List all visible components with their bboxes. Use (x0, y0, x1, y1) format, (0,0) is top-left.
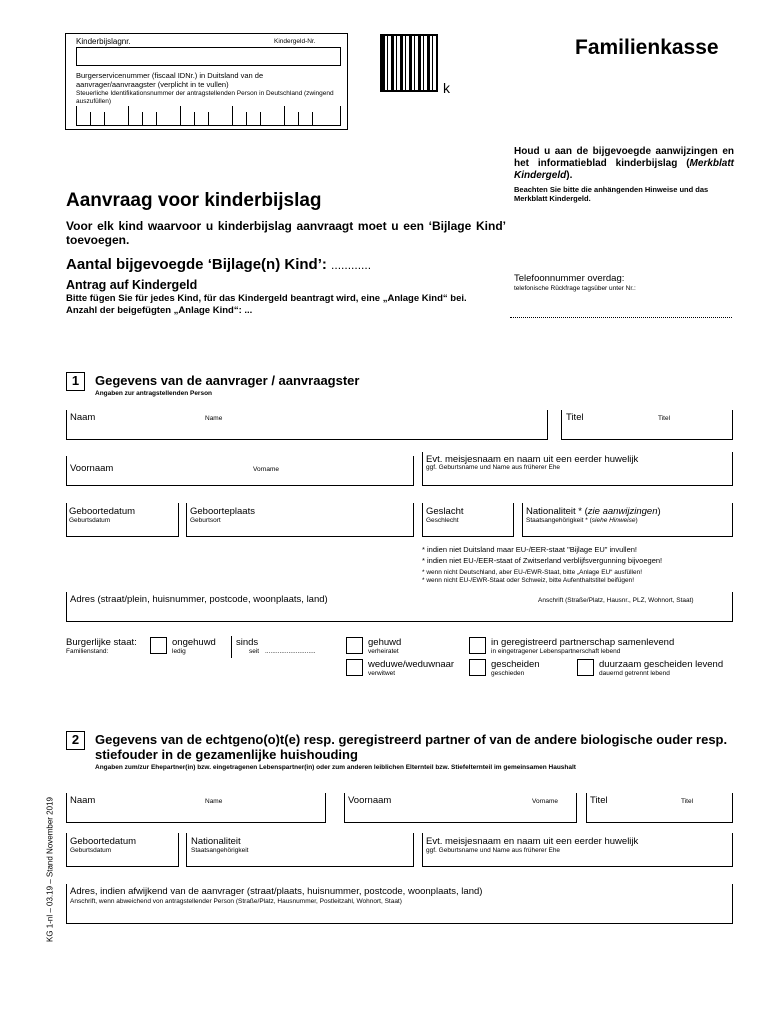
bsn-field[interactable] (76, 106, 341, 126)
footnote-2: * indien niet EU-/EER-staat of Zwitserland verblijfsvergunning bijvoegen! (422, 556, 663, 565)
partner-naam-field[interactable] (66, 793, 326, 823)
verheiratet-label: verheiratet (368, 648, 399, 655)
titel-field[interactable] (561, 410, 733, 440)
seit-label: seit (249, 648, 260, 655)
k-mark: k (443, 80, 450, 96)
naam-field[interactable] (66, 410, 548, 440)
section2-subtitle: Angaben zum/zur Ehepartner(in) bzw. eingetragenen Lebenspartner(in) oder zum anderen leiblichen Elternteil bzw. Stiefelternteil im gemeinsamen Haushalt (95, 764, 576, 771)
kindergeld-nr-label: Kindergeld-Nr. (274, 38, 316, 45)
partner-naam-label: Naam (70, 795, 96, 806)
form-code-side-text: KG 1-nl – 03.19 – Stand November 2019 (45, 797, 55, 942)
geburtsdatum-de-label: Geburtsdatum (69, 517, 111, 524)
burgerlijke-staat-label: Burgerlijke staat: (66, 637, 137, 648)
footnote-1: * indien niet Duitsland maar EU-/EER-staat "Bijlage EU" invullen! (422, 545, 638, 554)
de-count: Anzahl der beigefügten „Anlage Kind“: ... (66, 305, 253, 316)
sinds-date-field[interactable]: ............................ (265, 648, 316, 655)
sinds-label: sinds (236, 637, 259, 648)
count-field[interactable]: ............ (331, 258, 372, 272)
geburtsort-de-label: Geburtsort (190, 517, 221, 524)
name-de-label: Name (205, 415, 223, 422)
partner-titel-de-label: Titel (681, 798, 694, 805)
geslacht-label: Geslacht (426, 506, 464, 517)
gehuwd-label: gehuwd (368, 637, 402, 648)
gescheiden-label: gescheiden (491, 659, 540, 670)
voornaam-field[interactable] (66, 456, 414, 486)
partner-adres-label: Adres, indien afwijkend van de aanvrager (straat/plaats, huisnummer, postcode, woonplaats, land) (70, 886, 483, 897)
adres-de-label: Anschrift (Straße/Platz, Hausnr., PLZ, Wohnort, Staat) (538, 597, 694, 604)
partner-geboortedatum-label: Geboortedatum (70, 836, 137, 847)
section1-subtitle: Angaben zur antragstellenden Person (95, 390, 213, 397)
gescheiden-checkbox[interactable] (469, 659, 486, 676)
partner-titel-label: Titel (590, 795, 608, 806)
footnote-4: * wenn nicht EU-/EWR-Staat oder Schweiz, bitte Aufenthaltstitel beifügen! (422, 577, 635, 584)
familienstand-label: Familienstand: (66, 648, 109, 655)
vorname-de-label: Vorname (253, 466, 280, 473)
partnerschap-label: in geregistreerd partnerschap samenlevend (491, 637, 675, 648)
gehuwd-checkbox[interactable] (346, 637, 363, 654)
agency-title: Familienkasse (575, 36, 719, 59)
partner-staatsang-de-label: Staatsangehörigkeit (191, 847, 249, 854)
kinderbijslagnr-field[interactable] (76, 47, 341, 66)
phone-sublabel: telefonische Rückfrage tagsüber unter Nr.: (514, 285, 636, 292)
partner-meisjesnaam-label: Evt. meisjesnaam en naam uit een eerder huwelijk (426, 836, 639, 847)
section1-number: 1 (66, 372, 85, 391)
partner-adres-de-label: Anschrift, wenn abweichend von antragstellender Person (Straße/Platz, Hausnummer, Postleitzahl, Wohnort, Staat) (70, 898, 402, 905)
staatsang-de-label: Staatsangehörigkeit * (siehe Hinweise) (526, 517, 638, 524)
titel-label: Titel (566, 412, 584, 423)
partner-voornaam-label: Voornaam (348, 795, 392, 806)
ongehuwd-label: ongehuwd (172, 637, 216, 648)
section2-title: Gegevens van de echtgeno(o)t(e) resp. geregistreerd partner of van de andere biologische ouder resp. stiefouder in de gezamenlijke huishouding (95, 732, 728, 762)
partner-meisjesnaam-de-label: ggf. Geburtsname und Name aus früherer Ehe (426, 847, 561, 854)
section2-number: 2 (66, 731, 85, 750)
bsn-label: Burgerservicenummer (fiscaal IDNr.) in Duitsland van de aanvrager/aanvraagster (verplicht in te vullen) (76, 71, 264, 89)
divider (231, 636, 232, 658)
adres-label: Adres (straat/plein, huisnummer, postcode, woonplaats, land) (70, 594, 328, 605)
de-intro: Bitte fügen Sie für jedes Kind, für das Kindergeld beantragt wird, eine „Anlage Kind“ bei. (66, 293, 467, 304)
intro-text: Voor elk kind waarvoor u kinderbijslag aanvraagt moet u een ‘Bijlage Kind’ toevoegen. (66, 219, 506, 247)
partner-titel-field[interactable] (586, 793, 733, 823)
geschlecht-de-label: Geschlecht (426, 517, 459, 524)
footnote-3: * wenn nicht Deutschland, aber EU-/EWR-Staat, bitte „Anlage EU“ ausfüllen! (422, 569, 643, 576)
geboorteplaats-label: Geboorteplaats (190, 506, 255, 517)
count-label: Aantal bijgevoegde ‘Bijlage(n) Kind’: ............ (66, 256, 372, 273)
geschieden-label: geschieden (491, 670, 525, 677)
partnerschap-de-label: in eingetragener Lebenspartnerschaft lebend (491, 648, 621, 655)
section1-title: Gegevens van de aanvrager / aanvraagster (95, 373, 360, 388)
verwitwet-label: verwitwet (368, 670, 396, 677)
de-title: Antrag auf Kindergeld (66, 278, 198, 292)
meisjesnaam-label: Evt. meisjesnaam en naam uit een eerder huwelijk (426, 454, 639, 465)
phone-field[interactable] (510, 317, 732, 318)
page-title: Aanvraag voor kinderbijslag (66, 190, 322, 211)
naam-label: Naam (70, 412, 96, 423)
weduwe-checkbox[interactable] (346, 659, 363, 676)
partnerschap-checkbox[interactable] (469, 637, 486, 654)
duurzaam-label: duurzaam gescheiden levend (599, 659, 724, 670)
notice-de: Beachten Sie bitte die anhängenden Hinweise und das Merkblatt Kindergeld. (514, 185, 709, 203)
ledig-label: ledig (172, 648, 186, 655)
phone-label: Telefoonnummer overdag: (514, 273, 625, 284)
voornaam-label: Voornaam (70, 463, 114, 474)
dauernd-label: dauernd getrennt lebend (599, 670, 670, 677)
meisjesnaam-de-label: ggf. Geburtsname und Name aus früherer Ehe (426, 464, 561, 471)
nationaliteit-label: Nationaliteit * (zie aanwijzingen) (526, 506, 661, 517)
barcode-icon (380, 34, 438, 92)
weduwe-label: weduwe/weduwnaar (368, 659, 455, 670)
partner-geburtsdatum-de-label: Geburtsdatum (70, 847, 112, 854)
partner-name-de-label: Name (205, 798, 223, 805)
duurzaam-checkbox[interactable] (577, 659, 594, 676)
kinderbijslagnr-label: Kinderbijslagnr. (76, 37, 131, 46)
geboortedatum-label: Geboortedatum (69, 506, 136, 517)
titel-de-label: Titel (658, 415, 671, 422)
partner-vorname-de-label: Vorname (532, 798, 559, 805)
bsn-sublabel: Steuerliche Identifikationsnummer der antragstellenden Person in Deutschland (zwingend auszufüllen) (76, 90, 334, 105)
notice-nl: Houd u aan de bijgevoegde aanwijzingen en het informatieblad kinderbijslag (Merkblatt Kindergeld). (514, 146, 734, 181)
ongehuwd-checkbox[interactable] (150, 637, 167, 654)
partner-nationaliteit-label: Nationaliteit (191, 836, 241, 847)
